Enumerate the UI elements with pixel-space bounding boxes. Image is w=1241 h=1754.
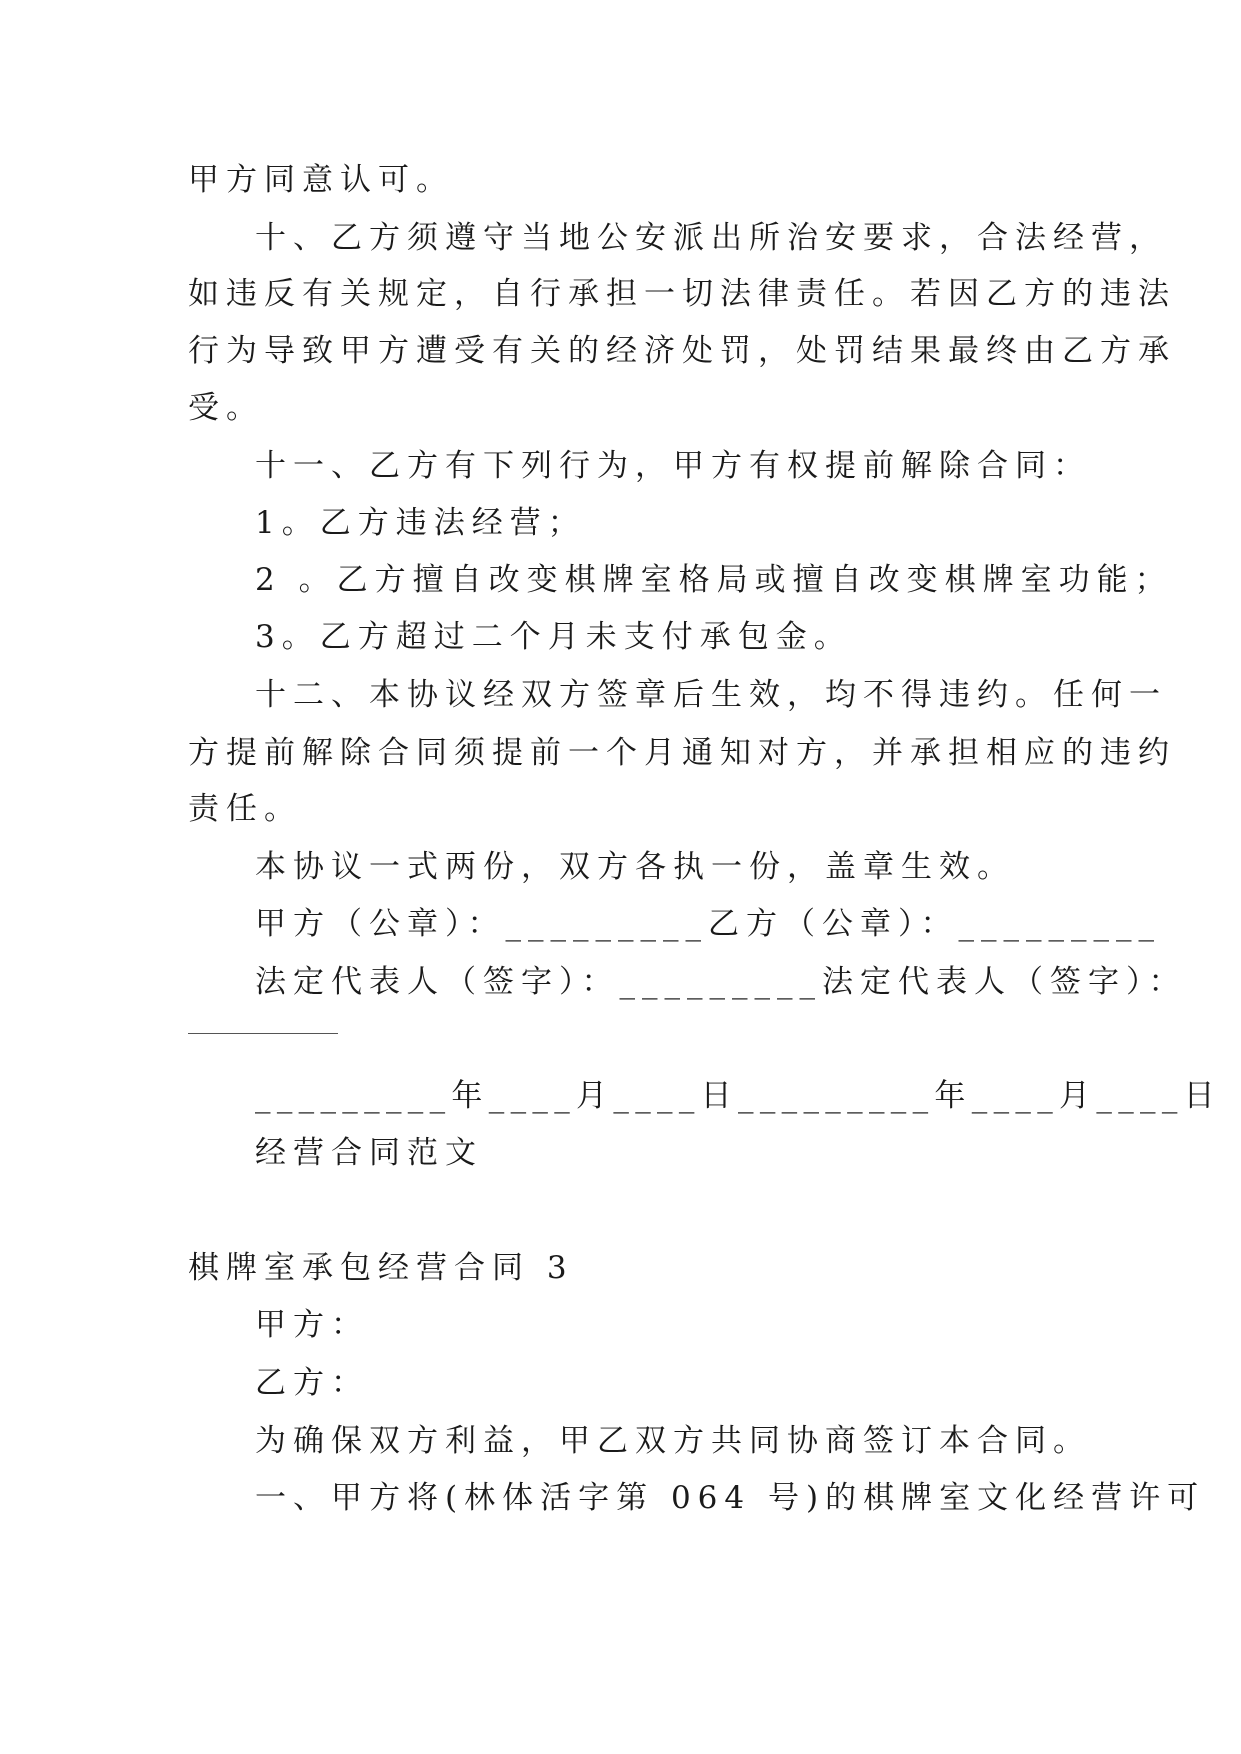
section-heading: 经营合同范文 <box>255 1135 483 1171</box>
list-item: 3。乙方超过二个月未支付承包金。 <box>255 619 852 655</box>
paragraph-line: 如违反有关规定，自行承担一切法律责任。若因乙方的违法 <box>188 276 1176 312</box>
signature-blank-rule <box>188 1033 338 1034</box>
paragraph-line: 方提前解除合同须提前一个月通知对方，并承担相应的违约 <box>188 735 1176 771</box>
paragraph-line: 甲方同意认可。 <box>188 162 454 198</box>
paragraph-line: 为确保双方利益，甲乙双方共同协商签订本合同。 <box>255 1423 1091 1459</box>
paragraph-line: 受。 <box>188 390 264 426</box>
signature-line: 甲方（公章）：_________乙方（公章）：_________ <box>255 906 1161 942</box>
paragraph-line: 行为导致甲方遭受有关的经济处罚，处罚结果最终由乙方承 <box>188 333 1176 369</box>
list-item: 1。乙方违法经营； <box>255 505 586 541</box>
paragraph-line: 责任。 <box>188 791 302 827</box>
signature-line: 法定代表人（签字）：_________法定代表人（签字）： <box>255 964 1187 1000</box>
list-item: 2 。乙方擅自改变棋牌室格局或擅自改变棋牌室功能； <box>255 562 1173 598</box>
contract-title: 棋牌室承包经营合同 3 <box>188 1250 574 1286</box>
paragraph-line: 十一、乙方有下列行为，甲方有权提前解除合同： <box>255 448 1091 484</box>
party-a-label: 甲方： <box>255 1307 369 1343</box>
date-line: _________年____月____日_________年____月____日 <box>255 1078 1221 1114</box>
paragraph-line: 一、甲方将(林体活字第 064 号)的棋牌室文化经营许可 <box>255 1480 1206 1516</box>
paragraph-line: 本协议一式两份，双方各执一份，盖章生效。 <box>255 849 1015 885</box>
paragraph-line: 十、乙方须遵守当地公安派出所治安要求，合法经营， <box>255 220 1167 256</box>
party-b-label: 乙方： <box>255 1365 369 1401</box>
paragraph-line: 十二、本协议经双方签章后生效，均不得违约。任何一 <box>255 677 1167 713</box>
